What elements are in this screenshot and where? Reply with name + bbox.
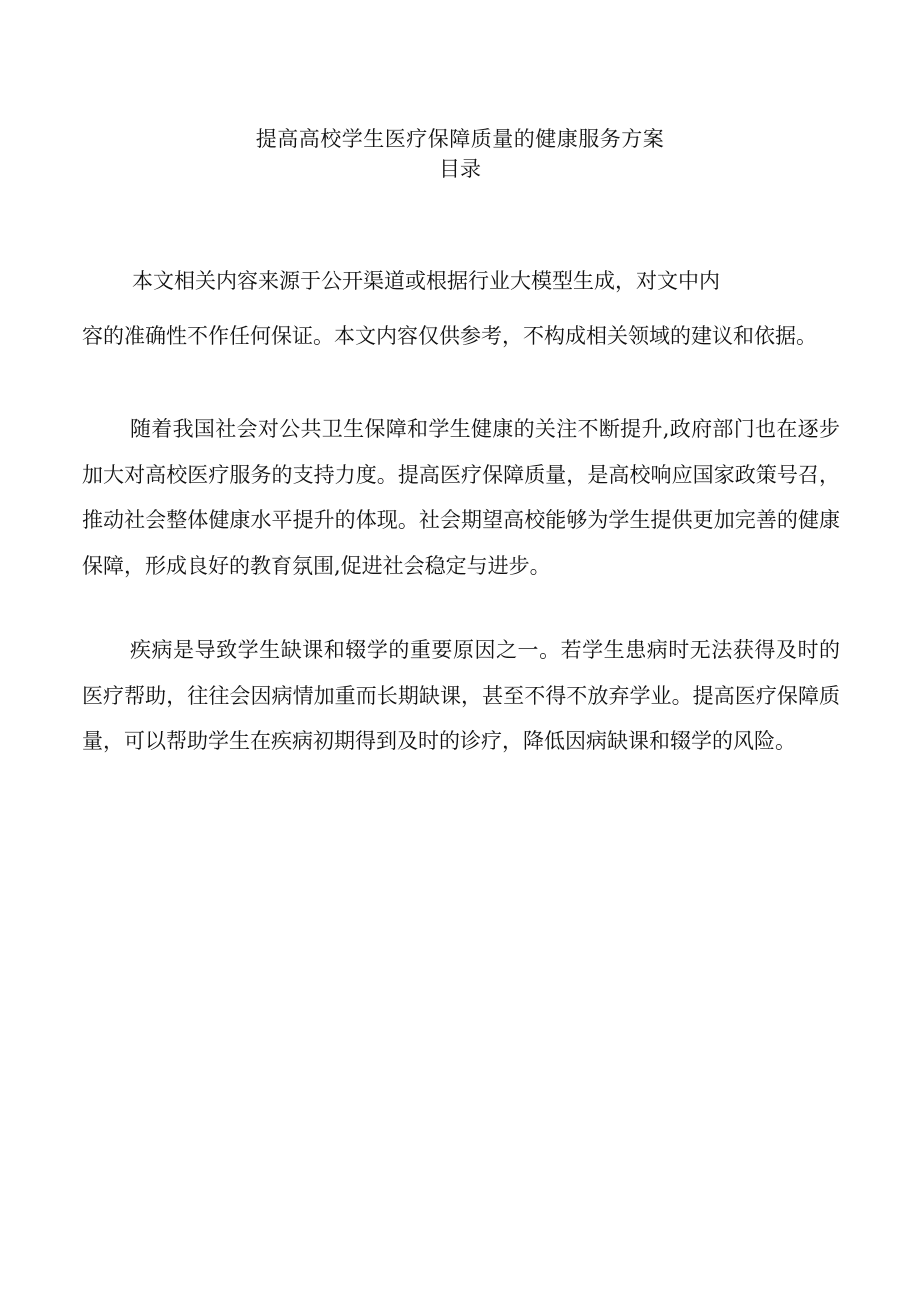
- table-of-contents-heading: 目录: [439, 157, 481, 181]
- document-title: 提高高校学生医疗保障质量的健康服务方案: [255, 127, 665, 151]
- disclaimer-continuation: 容的准确性不作任何保证。本文内容仅供参考，不构成相关领域的建议和依据。: [82, 324, 817, 348]
- disclaimer-first-line: 本文相关内容来源于公开渠道或根据行业大模型生成，对文中内: [132, 269, 720, 293]
- body-paragraph-2: 疾病是导致学生缺课和辍学的重要原因之一。若学生患病时无法获得及时的医疗帮助，往往会因病情加重而长期缺课，甚至不得不放弃学业。提高医疗保障质量，可以帮助学生在疾病初期得到及时的诊疗，降低因病缺课和辍学的风险。: [82, 638, 840, 753]
- body-paragraph-1: 随着我国社会对公共卫生保障和学生健康的关注不断提升,政府部门也在逐步加大对高校医疗服务的支持力度。提高医疗保障质量，是高校响应国家政策号召，推动社会整体健康水平提升的体现。社会期望高校能够为学生提供更加完善的健康保障，形成良好的教育氛围,促进社会稳定与进步。: [82, 417, 840, 578]
